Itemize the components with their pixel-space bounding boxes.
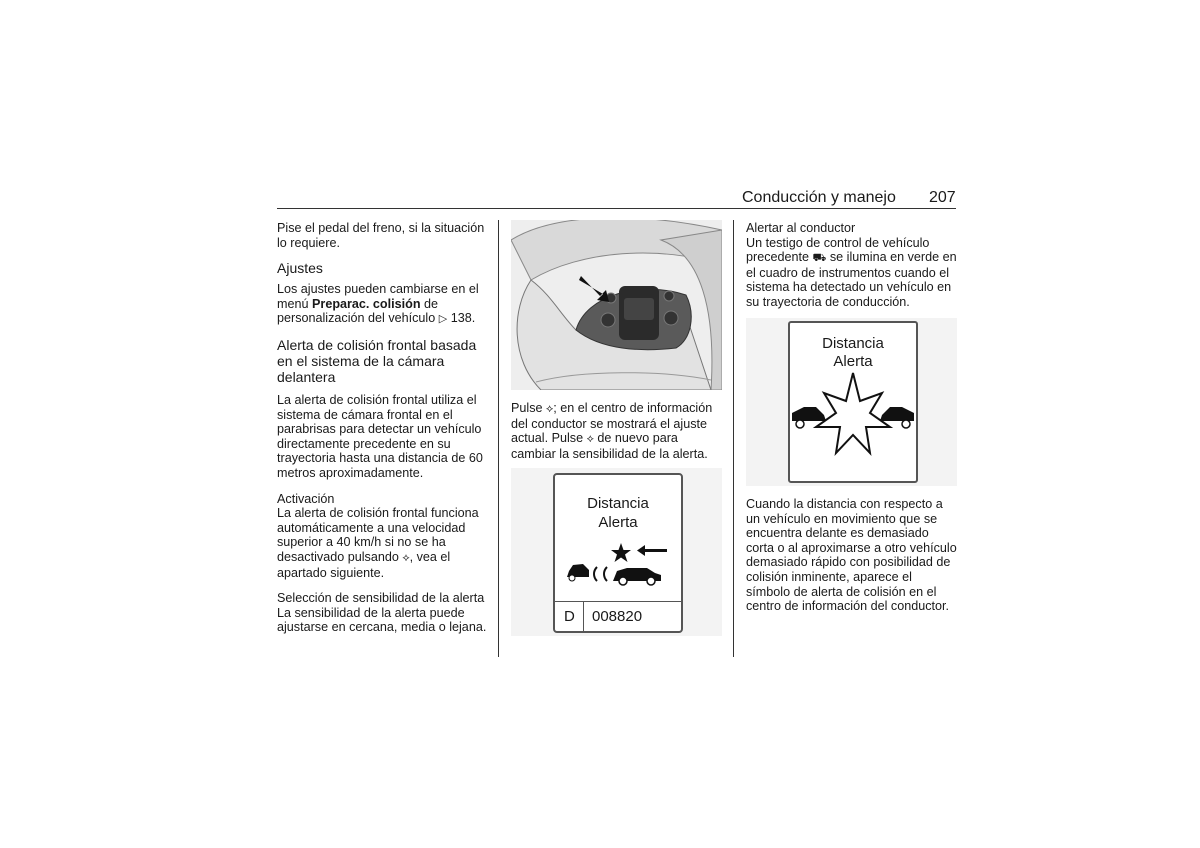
pulse-paragraph — [511, 401, 724, 461]
page-number: 207 — [929, 189, 956, 206]
ajustes-menu-name: Preparac. colisión — [312, 296, 421, 311]
column-divider-1 — [498, 220, 499, 657]
ajustes-paragraph — [277, 282, 489, 327]
collision-alert-frame — [788, 321, 918, 483]
pulse-text-2: ; en el centro de información del conductor se mostrará el ajuste actual. Pulse — [511, 401, 713, 446]
section-heading: Alerta de colisión frontal basada en el sistema de la cámara delantera — [277, 336, 477, 385]
column-3-text — [746, 497, 958, 614]
dic-display-line1: Distancia — [587, 495, 649, 512]
cuando-paragraph: Cuando la distancia con respecto a un vehículo en movimiento que se encuentra delante es demasiado corta o al aproximarse a otro vehículo demasiado rápido con posibilidad de colisión inminente, aparece el símbolo de alerta de colisión en el centro de información del conductor. — [746, 497, 957, 614]
alertar-paragraph — [746, 236, 958, 310]
dic-display-line2: Alerta — [598, 514, 638, 531]
collision-alert-line2: Alerta — [833, 353, 873, 370]
ajustes-text-1: Los ajustes pueden cambiarse en el menú — [277, 282, 479, 311]
activacion-text-1: La alerta de colisión frontal funciona automáticamente a una velocidad superior a 40 km/h si no se ha desactivado pulsando — [277, 506, 479, 564]
column-3 — [746, 221, 958, 310]
vehicle-ahead-icon: ⛟ — [812, 252, 827, 265]
activacion-paragraph — [277, 506, 489, 580]
dic-display-code: 008820 — [592, 608, 643, 625]
dic-display-cell-divider — [583, 601, 584, 631]
alertar-text-2: se ilumina en verde en el cuadro de instrumentos cuando el sistema ha detectado un vehículo en su trayectoria de conducción. — [746, 250, 957, 309]
intro-paragraph: Pise el pedal del freno, si la situación lo requiere. — [277, 221, 485, 250]
column-1 — [277, 221, 489, 635]
dic-display-figure — [511, 468, 722, 636]
running-header-title: Conducción y manejo — [742, 189, 896, 206]
collision-alert-line1: Distancia — [822, 335, 884, 352]
collision-star-symbol — [790, 369, 916, 459]
steering-wheel-figure — [511, 220, 722, 390]
dic-display-frame — [553, 473, 683, 633]
header-rule — [277, 208, 956, 209]
section-paragraph: La alerta de colisión frontal utiliza el sistema de cámara frontal en el parabrisas para detectar un vehículo directamente precedente en su trayectoria hasta una distancia de 60 metros aproximadamente. — [277, 392, 483, 480]
alertar-text-1: Un testigo de control de vehículo precedente — [746, 235, 930, 265]
pulse-text-1: Pulse — [511, 401, 543, 415]
dic-display-label-d: D — [564, 608, 575, 625]
dic-display-divider — [555, 601, 681, 602]
seleccion-heading: Selección de sensibilidad de la alerta — [277, 591, 485, 606]
alertar-heading: Alertar al conductor — [746, 221, 856, 235]
activacion-text-2: , vea el apartado siguiente. — [277, 549, 451, 580]
pulse-text-3: de nuevo para cambiar la sensibilidad de la alerta. — [511, 431, 708, 461]
collision-alert-figure — [746, 318, 957, 486]
steering-wheel-illustration — [511, 220, 722, 390]
ajustes-text-2: de personalización del vehículo — [277, 296, 439, 326]
column-divider-2 — [733, 220, 734, 657]
collision-alert-button-icon: ⟡ — [586, 433, 594, 446]
triangle-ref-icon: ▷ — [438, 313, 448, 326]
ajustes-heading: Ajustes — [277, 260, 323, 277]
ajustes-page-ref: 138. — [450, 311, 476, 326]
seleccion-paragraph: La sensibilidad de la alerta puede ajustarse en cercana, media o lejana. — [277, 605, 487, 635]
column-2-text — [511, 401, 724, 461]
collision-warning-symbol — [561, 537, 677, 587]
collision-alert-button-icon: ⟡ — [546, 403, 554, 415]
collision-alert-button-icon: ⟡ — [402, 551, 410, 564]
activacion-heading: Activación — [277, 491, 335, 506]
